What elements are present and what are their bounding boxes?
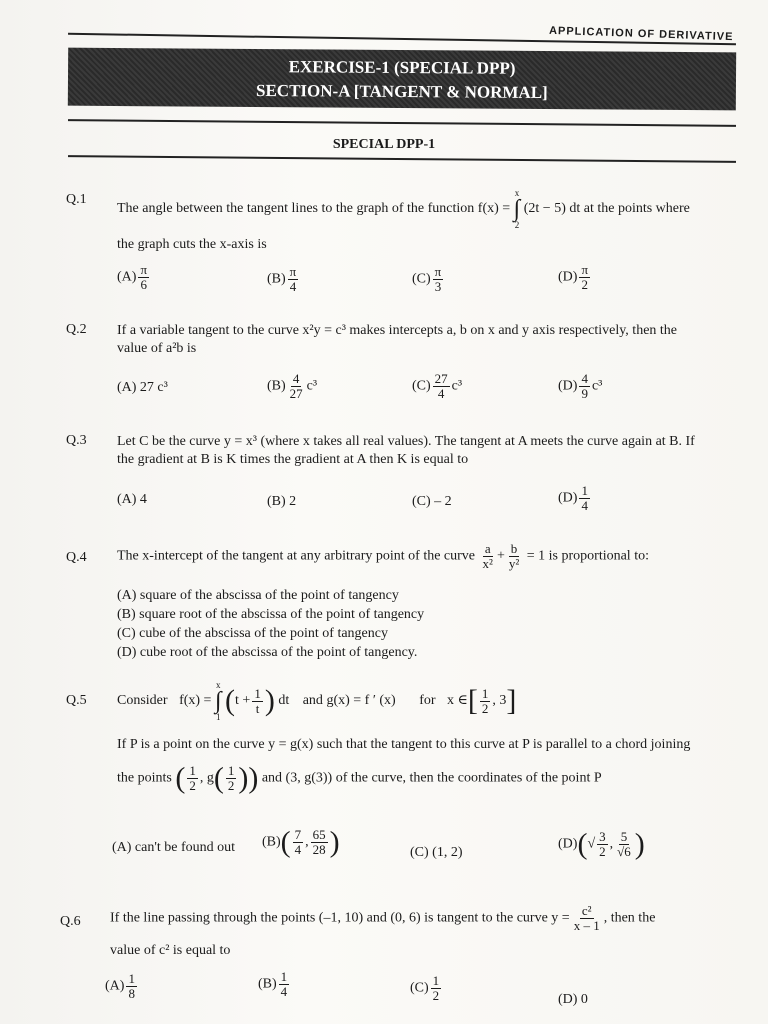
- option-a: (A) 27 c³: [117, 380, 168, 395]
- option-c: (C) cube of the abscissa of the point of tangency: [117, 626, 388, 641]
- option-c: (C) $\frac{27}{4}$ c³: [412, 371, 463, 401]
- question-text: is proportional to:: [548, 548, 649, 564]
- question-text: the gradient at B is K times the gradient at A then K is equal to: [117, 452, 469, 467]
- function-label: f(x) =: [477, 201, 511, 217]
- integrand: (2t − 5) dt: [523, 201, 581, 217]
- question-text: value of a²b is: [117, 341, 197, 356]
- option-c: (C) $\frac{1}{2}$: [410, 973, 440, 1003]
- question-number: Q.4: [66, 550, 87, 565]
- question-number: Q.6: [60, 914, 81, 929]
- option-a: (A) $\frac{\pi}{6}$: [117, 262, 148, 292]
- question-number: Q.5: [66, 693, 87, 708]
- banner: [68, 48, 736, 111]
- option-c: (C) – 2: [412, 494, 452, 509]
- question-5: Consider f(x) = x ∫ 1 (t + $\frac{1}{t}$ ) dt and g(x) = f ′ (x) for x ∈[ $\frac{1}{2}$ , 3]: [117, 680, 517, 722]
- option-b: (B) square root of the abscissa of the point of tangency: [117, 607, 425, 622]
- question-3: [117, 433, 747, 469]
- question-text: value of c² is equal to: [110, 943, 231, 958]
- question-6: If the line passing through the points (–1, 10) and (0, 6) is tangent to the curve y = $\frac{\text{c²}}{x - 1}$ , then the: [110, 903, 656, 933]
- option-a: (A) can't be found out: [112, 840, 236, 855]
- question-text: If P is a point on the curve y = g(x) such that the tangent to this curve at P is parallel to a chord joining: [117, 737, 691, 752]
- header-label: APPLICATION OF DERIVATIVE: [549, 24, 735, 44]
- question-number: Q.3: [66, 433, 87, 448]
- integral: x ∫ 2: [513, 188, 521, 230]
- option-d: (D) cube root of the abscissa of the point of tangency.: [117, 645, 418, 660]
- question-4: The x-intercept of the tangent at any arbitrary point of the curve $\frac{a}{\text{x²}}$ + $\frac{b}{\text{y²}}$ = 1 is proportional to:: [117, 541, 649, 571]
- option-b: (B)( $\frac{7}{4}$ , $\frac{65}{28}$ ): [262, 825, 340, 859]
- question-text: at the points where: [583, 201, 690, 217]
- question-text: the graph cuts the x-axis is: [117, 237, 267, 252]
- option-d: (D) $\frac{4}{9}$ c³: [558, 371, 603, 401]
- question-text: The x-intercept of the tangent at any arbitrary point of the curve: [117, 548, 476, 564]
- upper-limit: x: [514, 188, 520, 198]
- option-a: (A) 4: [117, 492, 147, 507]
- divider: [68, 119, 736, 127]
- option-a: (A) $\frac{1}{8}$: [105, 971, 135, 1001]
- question-number: Q.1: [66, 192, 87, 207]
- divider: [68, 155, 736, 163]
- option-d: (D) $\frac{1}{4}$: [558, 483, 588, 513]
- option-a: (A) square of the abscissa of the point of tangency: [117, 588, 399, 603]
- question-2: [117, 322, 747, 358]
- option-d: (D)(√ $\frac{3}{2}$ , $\frac{5}{√6}$ ): [558, 827, 645, 861]
- question-text-2: the points ( $\frac{1}{2}$ , g( $\frac{1}{2}$ )) and (3, g(3)) of the curve, then the coordinates of the point P: [117, 761, 602, 795]
- question-text: Let C be the curve y = x³ (where x takes all real values). The tangent at A meets the curve again at B. If: [117, 434, 695, 449]
- option-c: (C) $\frac{\pi}{3}$: [412, 264, 442, 294]
- option-b: (B) $\frac{1}{4}$: [258, 969, 288, 999]
- option-b: (B) $\frac{4}{27}$ c³: [267, 371, 318, 401]
- banner-line2: SECTION-A [TANGENT & NORMAL]: [255, 80, 548, 103]
- question-number: Q.2: [66, 322, 87, 337]
- option-d: (D) $\frac{\pi}{2}$: [558, 262, 589, 292]
- option-c: (C) (1, 2): [410, 845, 463, 860]
- question-text: The angle between the tangent lines to the graph of the function: [117, 201, 475, 217]
- question-text: If a variable tangent to the curve x²y = c³ makes intercepts a, b on x and y axis respectively, then the: [117, 323, 678, 338]
- option-b: (B) 2: [267, 494, 297, 509]
- integral: x ∫ 1: [214, 680, 222, 722]
- option-list: [117, 586, 424, 662]
- question-1: [117, 188, 747, 230]
- option-d: (D) 0: [558, 992, 588, 1007]
- lower-limit: 2: [514, 220, 520, 230]
- subtitle: SPECIAL DPP-1: [332, 137, 436, 152]
- option-b: (B) $\frac{\pi}{4}$: [267, 264, 297, 294]
- banner-line1: EXERCISE-1 (SPECIAL DPP): [288, 57, 516, 78]
